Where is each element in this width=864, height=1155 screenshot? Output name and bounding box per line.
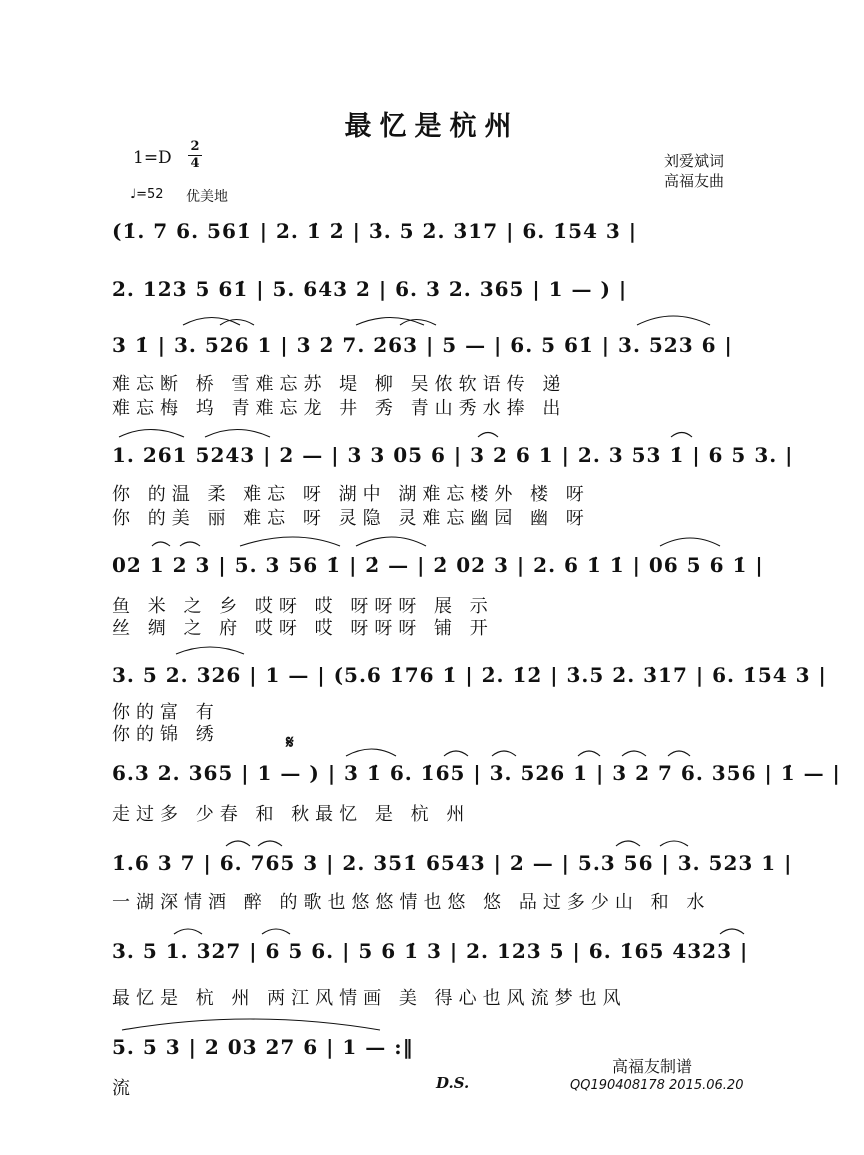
notation-line-4: 1. 261 5243 | 2 — | 3 3 05 6 | 3 2 6 1 | 2. 3 53 1̇ | 6 5 3. |	[112, 443, 794, 467]
lyricist: 刘爱斌词	[664, 152, 725, 170]
lyric-line-4-verse-2: 你 的美 丽 难忘 呀 灵隐 灵难忘幽园 幽 呀	[112, 508, 590, 529]
slur-mark	[119, 430, 184, 438]
time-sig-bottom: 4	[190, 156, 200, 171]
slur-mark	[637, 316, 710, 325]
slur-mark	[660, 538, 720, 546]
slur-mark	[205, 430, 270, 438]
slur-mark	[183, 318, 240, 326]
ds-mark: D.S.	[436, 1074, 470, 1092]
slur-mark	[356, 318, 424, 326]
lyric-line-3-verse-1: 难忘断 桥 雪难忘苏 堤 柳 吴侬软语传 递	[112, 374, 567, 395]
slur-mark	[122, 1019, 380, 1030]
lyric-line-6-verse-1: 你的富 有	[112, 702, 220, 723]
notation-line-5: 02 1 2 3 | 5. 3 56 1̇ | 2̇ — | 2̇ 02 3 | 2. 6 1̇ 1̇ | 06 5 6 1̇ |	[112, 553, 764, 577]
slur-mark	[444, 751, 468, 756]
slur-mark	[616, 841, 640, 846]
notation-line-3: 3 1̇ | 3. 526 1 | 3 2̇ 7. 2̇63 | 5 — | 6. 5 61̇ | 3. 523 6 |	[112, 333, 733, 357]
lyric-line-6-verse-2: 你的锦 绣	[112, 724, 220, 745]
notation-line-6: 3. 5 2. 326 | 1 — | (5.6 1̇76 1̇ | 2̇. 1̇2̇ | 3̇.5 2̇. 3̇17 | 6. 1̇54 3 |	[112, 663, 827, 687]
slur-mark	[492, 751, 516, 756]
slur-mark	[174, 929, 202, 934]
notation-line-2: 2. 123 5 61̇ | 5. 643 2 | 6. 3 2. 365 | 1 — ) |	[112, 277, 628, 301]
composer: 高福友曲	[664, 172, 725, 190]
slur-mark	[220, 320, 254, 326]
slur-mark	[240, 537, 340, 546]
lyric-line-7: 走过多 少春 和 秋最忆 是 杭 州	[112, 804, 471, 825]
lyric-line-3-verse-2: 难忘梅 坞 青难忘龙 井 秀 青山秀水捧 出	[112, 398, 567, 419]
notation-line-9: 3. 5 1. 327 | 6 5 6. | 5 6 1̇ 3 | 2. 123 5 | 6. 1̇65 4323 |	[112, 939, 749, 963]
slur-mark	[622, 751, 646, 756]
slur-mark	[660, 841, 688, 846]
notation-line-1: (1̇. 7 6. 561̇ | 2. 1̇ 2̇ | 3̇. 5 2̇. 3̇17 | 6. 1̇54 3 |	[112, 219, 638, 243]
key-signature: 1=D	[133, 148, 172, 168]
lyric-line-4-verse-1: 你 的温 柔 难忘 呀 湖中 湖难忘楼外 楼 呀	[112, 484, 590, 505]
slur-mark	[346, 749, 396, 756]
segno-sign: 𝄋	[286, 732, 294, 753]
slur-mark	[578, 751, 600, 756]
song-title: 最忆是杭州	[344, 111, 520, 142]
slur-mark	[176, 647, 244, 654]
slur-mark	[152, 542, 170, 546]
notation-line-7: 6.3 2. 365 | 1 — ) | 3 1̇ 6. 1̇65 | 3. 526 1 | 3 2 7 6. 356 | 1̇ — |	[112, 761, 841, 785]
expression-mark: 优美地	[186, 189, 228, 205]
lyric-line-5-verse-2: 丝 绸 之 府 哎呀 哎 呀呀呀 铺 开	[112, 618, 494, 639]
slur-mark	[226, 841, 250, 846]
slur-mark	[668, 751, 690, 756]
lyric-line-5-verse-1: 鱼 米 之 乡 哎呀 哎 呀呀呀 展 示	[112, 596, 494, 617]
slur-mark	[478, 433, 498, 438]
lyric-line-8: 一湖深情酒 醉 的歌也悠悠情也悠 悠 品过多少山 和 水	[112, 892, 711, 913]
slur-mark	[258, 841, 282, 846]
lyric-line-10: 流	[112, 1078, 136, 1099]
slur-mark	[356, 537, 426, 546]
time-sig-top: 2	[190, 139, 200, 154]
slur-mark	[671, 433, 692, 438]
slur-mark	[180, 542, 200, 546]
score-contact-date: QQ190408178 2015.06.20	[570, 1078, 744, 1093]
score-maker: 高福友制谱	[612, 1057, 693, 1076]
slur-mark	[262, 929, 290, 934]
notation-line-8: 1̇.6 3 7 | 6. 765 3 | 2. 351̇ 6543 | 2 — | 5.3 56 | 3. 523 1 |	[112, 851, 793, 875]
tempo-mark: ♩=52	[130, 187, 164, 202]
slur-mark	[720, 929, 744, 934]
lyric-line-9: 最忆是 杭 州 两江风情画 美 得心也风流梦也风	[112, 988, 627, 1009]
notation-line-10: 5. 5 3 | 2 03 27 6 | 1 — :‖	[112, 1035, 414, 1059]
